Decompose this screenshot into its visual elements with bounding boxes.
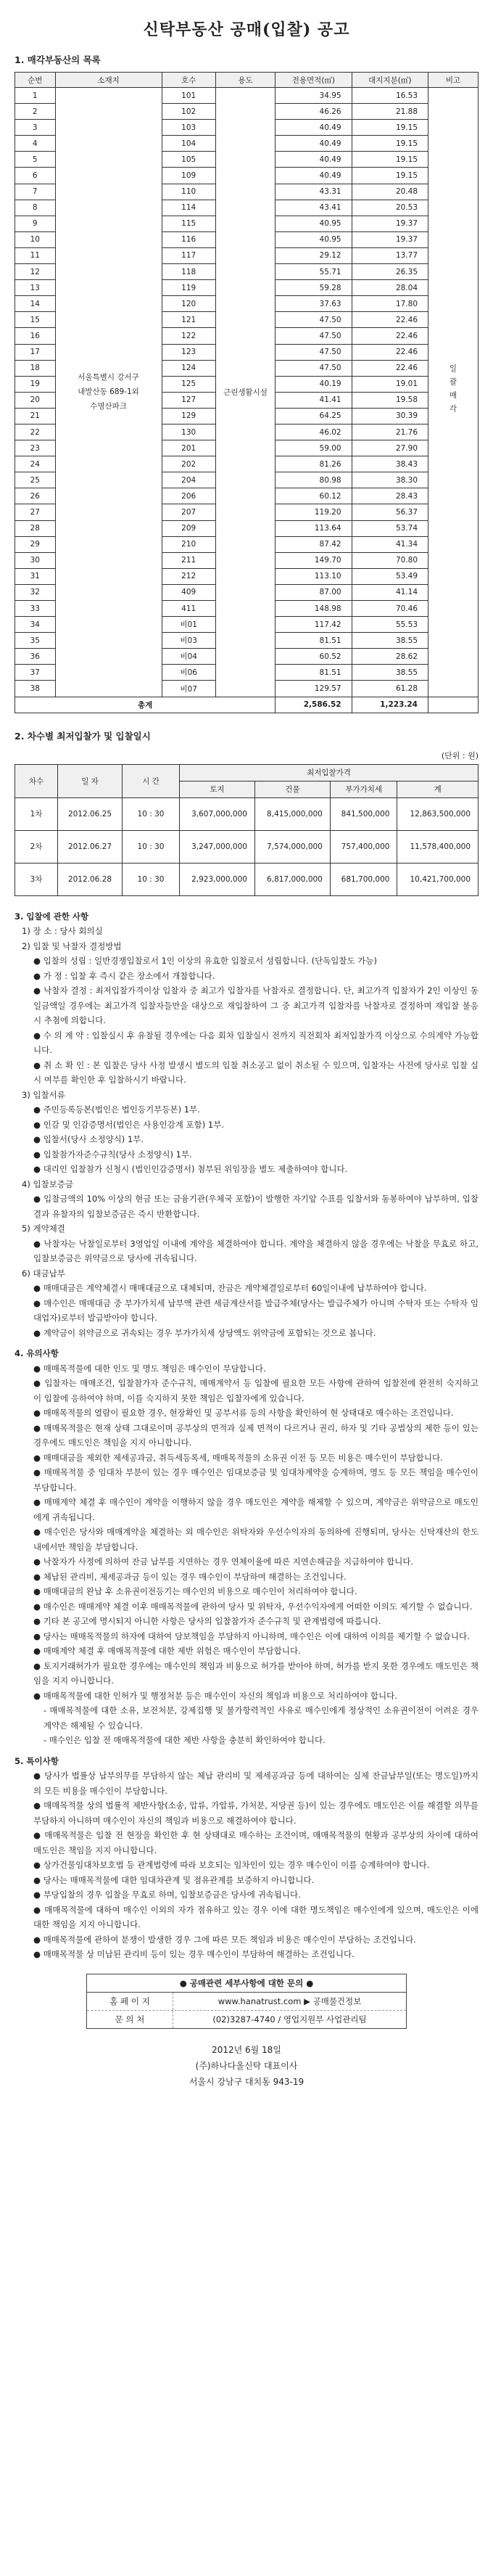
unit-no: 117 (162, 247, 215, 263)
area-value: 59.28 (276, 280, 352, 296)
notice-line: ● 매수인은 당사와 매매계약을 체결하는 외 매수인은 위탁자와 우선수익자의 동의하에 진행되며, 당사는 신탁재산의 한도내에서만 책임을 부담합니다. (33, 1527, 478, 1552)
notice-line: ● 입찰참가자준수규칙(당사 소정양식) 1부. (33, 1149, 192, 1160)
th-land: 대지지분(㎡) (352, 73, 428, 88)
notice-line: 5. 특이사항 (14, 1755, 59, 1766)
bid-date: 2012.06.25 (58, 797, 123, 830)
land-value: 20.48 (352, 184, 428, 200)
row-no: 4 (15, 136, 56, 152)
round: 2차 (15, 830, 58, 863)
notice-line: - 매매목적물에 대한 소유, 보전처분, 강제집행 및 불가항력적인 사유로 매수인에게 정상적인 소유권이전이 어려운 경우 계약은 해제될 수 있습니다. (44, 1705, 478, 1731)
row-no: 33 (15, 601, 56, 617)
land-value: 19.15 (352, 168, 428, 184)
footer-company: (주)하나다올신탁 대표이사 (195, 2060, 298, 2071)
total-label: 총계 (15, 697, 276, 713)
sum: 10,421,700,000 (397, 863, 478, 895)
notice-line: ● 낙찰자는 낙찰일로부터 3영업일 이내에 계약을 체결하여야 합니다. 계약을 체결하지 않을 경우에는 낙찰을 무효로 하고, 입찰보증금은 위약금으로 당사에 귀속됩니다. (33, 1238, 478, 1264)
building-price: 7,574,000,000 (254, 830, 330, 863)
row-no: 25 (15, 472, 56, 488)
land-value: 38.43 (352, 456, 428, 472)
notice-line: 4. 유의사항 (14, 1348, 59, 1359)
land-value: 22.46 (352, 312, 428, 328)
row-no: 32 (15, 584, 56, 600)
notice-line: ● 매수인은 매매계약 체결 이후 매매목적물에 관하여 당사 및 위탁자, 우선수익자에게 어떠한 이의도 제기할 수 없습니다. (33, 1601, 473, 1612)
row-no: 13 (15, 280, 56, 296)
area-value: 37.63 (276, 296, 352, 312)
area-value: 113.10 (276, 568, 352, 584)
land-value: 56.37 (352, 504, 428, 520)
area-value: 40.49 (276, 152, 352, 168)
notice-line: ● 매매대금의 완납 후 소유권이전등기는 매수인의 비용으로 매수인이 처리하여야 합니다. (33, 1586, 357, 1597)
unit-no: 비01 (162, 617, 215, 633)
area-value: 40.49 (276, 168, 352, 184)
bid-time: 10 : 30 (123, 797, 180, 830)
row-no: 24 (15, 456, 56, 472)
area-value: 40.49 (276, 136, 352, 152)
unit-no: 비07 (162, 681, 215, 697)
land-value: 22.46 (352, 360, 428, 376)
area-value: 47.50 (276, 360, 352, 376)
notice-line: ● 매매목적물은 입찰 전 현장을 확인한 후 현 상태대로 매수하는 조건이며, 매매목적물의 현황과 공부상의 차이에 대하여 매도인은 책임을 지지 아니합니다. (33, 1830, 478, 1855)
unit-no: 104 (162, 136, 215, 152)
unit-no: 211 (162, 552, 215, 568)
row-no: 16 (15, 328, 56, 344)
th-no: 순번 (15, 73, 56, 88)
bid-row (15, 863, 478, 895)
row-no: 14 (15, 296, 56, 312)
row-no: 36 (15, 649, 56, 665)
notice-line: 2) 입찰 및 낙찰자 결정방법 (22, 940, 122, 951)
row-no: 10 (15, 231, 56, 247)
notice-line: ● 매매목적물은 현재 상태 그대로이며 공부상의 면적과 실제 면적이 다르거나 권리, 하자 및 기타 공법상의 제한 등이 있는 경우에도 매도인은 책임을 지지 아니합니다. (33, 1422, 478, 1448)
unit-no: 116 (162, 231, 215, 247)
total-row (15, 697, 478, 713)
th-vat: 부가가치세 (330, 781, 397, 797)
contact-key: 홈 페 이 지 (87, 1993, 173, 2010)
th-round: 차수 (15, 764, 58, 797)
contact-row-homepage (87, 1993, 406, 2011)
th-time: 시 간 (123, 764, 180, 797)
land-value: 41.34 (352, 536, 428, 552)
property-table-header (15, 73, 478, 88)
notice-line: 5) 계약체결 (22, 1223, 65, 1234)
land-value: 22.46 (352, 328, 428, 344)
unit-no: 125 (162, 376, 215, 392)
vat: 841,500,000 (330, 797, 397, 830)
th-date: 일 자 (58, 764, 123, 797)
notice-line: 3) 입찰서류 (22, 1089, 65, 1100)
vat: 757,400,000 (330, 830, 397, 863)
row-no: 20 (15, 392, 56, 408)
land-value: 19.15 (352, 136, 428, 152)
land-value: 38.55 (352, 633, 428, 649)
notice-line: 6) 대금납부 (22, 1268, 65, 1279)
row-no: 29 (15, 536, 56, 552)
area-value: 113.64 (276, 520, 352, 536)
row-no: 35 (15, 633, 56, 649)
notice-line: 1) 장 소 : 당사 회의실 (22, 926, 103, 937)
land-price: 3,247,000,000 (180, 830, 255, 863)
unit-no: 209 (162, 520, 215, 536)
row-no: 7 (15, 184, 56, 200)
row-no: 30 (15, 552, 56, 568)
land-value: 19.37 (352, 216, 428, 231)
notice-line: ● 매매계약 체결 후 매수인이 계약을 이행하지 않을 경우 매도인은 계약을 해제할 수 있으며, 계약금은 위약금으로 매도인에게 귀속됩니다. (33, 1497, 478, 1522)
land-value: 61.28 (352, 681, 428, 697)
remark-cell (428, 88, 478, 697)
bid-date: 2012.06.28 (58, 863, 123, 895)
notice-line: - 매수인은 입찰 전 매매목적물에 대한 제반 사항을 충분히 확인하여야 합니다. (44, 1735, 326, 1746)
round: 1차 (15, 797, 58, 830)
unit-no: 114 (162, 200, 215, 216)
row-no: 27 (15, 504, 56, 520)
notice-line: ● 낙찰자가 사정에 의하여 잔금 납부를 지연하는 경우 연체이율에 따른 지연손해금을 지급하여야 합니다. (33, 1556, 414, 1567)
area-value: 148.98 (276, 601, 352, 617)
location-cell: 서울특별시 강서구 내발산동 689-1외 수명산파크 (55, 88, 162, 697)
notice-line: ● 상가건물임대차보호법 등 관계법령에 따라 보호되는 임차인이 있는 경우 매수인이 이를 승계하여야 합니다. (33, 1860, 430, 1871)
area-value: 47.50 (276, 312, 352, 328)
notice-line: ● 매매목적물에 관하여 분쟁이 발생한 경우 그에 따른 모든 책임과 비용은 매수인이 부담하는 조건입니다. (33, 1934, 416, 1945)
unit-no: 103 (162, 120, 215, 136)
notice-line: ● 당사는 매매목적물에 대한 임대차관계 및 점유관계를 보증하지 아니합니다. (33, 1874, 315, 1885)
unit-no: 411 (162, 601, 215, 617)
notice-line: ● 입찰자는 매매조건, 입찰참가자 준수규칙, 매매계약서 등 입찰에 필요한 모든 사항에 관하여 입찰전에 완전히 숙지하고 이 입찰에 응하여야 하며, 이를 숙지하지 못한 책임은 입찰자에게 있습니다. (33, 1378, 478, 1403)
unit-no: 110 (162, 184, 215, 200)
unit-no: 210 (162, 536, 215, 552)
sum: 12,863,500,000 (397, 797, 478, 830)
notice-line: ● 입찰서(당사 소정양식) 1부. (33, 1134, 144, 1145)
area-value: 47.50 (276, 344, 352, 360)
section1-heading: 1. 매각부동산의 목록 (14, 54, 101, 65)
row-no: 17 (15, 344, 56, 360)
unit-no: 101 (162, 88, 215, 104)
row-no: 23 (15, 440, 56, 456)
unit-no: 129 (162, 408, 215, 424)
row-no: 3 (15, 120, 56, 136)
th-usage: 용도 (215, 73, 275, 88)
th-unit: 호수 (162, 73, 215, 88)
land-value: 21.88 (352, 104, 428, 120)
area-value: 59.00 (276, 440, 352, 456)
th-land-price: 토지 (180, 781, 255, 797)
unit-no: 122 (162, 328, 215, 344)
total-land: 1,223.24 (352, 697, 428, 713)
row-no: 15 (15, 312, 56, 328)
unit-no: 비04 (162, 649, 215, 665)
notice-line: ● 매수인은 매매대금 중 부가가치세 납부액 관련 세금계산서를 발급주체(당사는 발급주체가 아니며 수탁자 또는 수탁자 임대업자)로부터 발급받아야 합니다. (33, 1297, 478, 1324)
unit-no: 109 (162, 168, 215, 184)
land-price: 3,607,000,000 (180, 797, 255, 830)
area-value: 40.19 (276, 376, 352, 392)
area-value: 47.50 (276, 328, 352, 344)
land-value: 28.43 (352, 488, 428, 504)
row-no: 37 (15, 665, 56, 681)
bid-row (15, 797, 478, 830)
unit-no: 202 (162, 456, 215, 472)
area-value: 43.41 (276, 200, 352, 216)
row-no: 6 (15, 168, 56, 184)
unit-no: 비03 (162, 633, 215, 649)
notice-line: ● 매매목적물 상 미납된 관리비 등이 있는 경우 매수인이 부담하여 해결하는 조건입니다. (33, 1949, 355, 1960)
unit-no: 102 (162, 104, 215, 120)
area-value: 149.70 (276, 552, 352, 568)
area-value: 41.41 (276, 392, 352, 408)
unit-no: 409 (162, 584, 215, 600)
notice-line: ● 대리인 입찰참가 신청시 (법인인감증명서) 첨부된 위임장을 별도 제출하여야 합니다. (33, 1164, 348, 1175)
usage-cell: 근린생활시설 (215, 88, 275, 697)
footer-address: 서울시 강남구 대치동 943-19 (188, 2076, 304, 2087)
area-value: 55.71 (276, 264, 352, 280)
row-no: 8 (15, 200, 56, 216)
th-location: 소재지 (55, 73, 162, 88)
area-value: 60.12 (276, 488, 352, 504)
notice-line: ● 낙찰자 결정 : 최저입찰가격이상 입찰자 중 최고가 입찰자를 낙찰자로 결정합니다. 단, 최고가격 입찰자가 2인 이상인 동일금액일 경우에는 최고가격 입찰자들만을 대상으로 재입찰하여 그 중 최고가격 입찰자를 낙찰자로 결정하며 재입찰 불응시 추첨에 의합니다. (33, 985, 478, 1026)
contact-heading: ● 공매관련 세부사항에 대한 문의 ● (87, 1974, 406, 1993)
land-value: 19.15 (352, 120, 428, 136)
notice-line: ● 주민등록등본(법인은 법인등기부등본) 1부. (33, 1104, 200, 1115)
bid-table (14, 764, 478, 896)
unit-no: 115 (162, 216, 215, 231)
contact-key: 문 의 처 (87, 2011, 173, 2028)
area-value: 40.95 (276, 231, 352, 247)
area-value: 64.25 (276, 408, 352, 424)
bid-time: 10 : 30 (123, 863, 180, 895)
notice-line: ● 취 소 확 인 : 본 입찰은 당사 사정 발생시 별도의 입찰 취소공고 없이 취소될 수 있으며, 입찰자는 사전에 당사로 입찰 실시 여부를 확인한 후 입찰하시기 바랍니다. (33, 1059, 478, 1086)
notice-line: ● 계약금이 위약금으로 귀속되는 경우 부가가치세 상당액도 위약금에 포함되는 것으로 봅니다. (33, 1327, 376, 1338)
notice-line: ● 매매목적물에 대한 인도 및 명도 책임은 매수인이 부담합니다. (33, 1363, 266, 1374)
row-no: 38 (15, 681, 56, 697)
footer (14, 2042, 478, 2090)
area-value: 129.57 (276, 681, 352, 697)
area-value: 46.02 (276, 424, 352, 440)
row-no: 22 (15, 424, 56, 440)
row-no: 34 (15, 617, 56, 633)
land-value: 19.15 (352, 152, 428, 168)
notice-line: ● 토지거래허가가 필요한 경우에는 매수인의 책임과 비용으로 허가를 받아야 하며, 허가를 받지 못한 경우에도 매도인은 책임을 지지 아니합니다. (33, 1660, 478, 1686)
land-value: 38.55 (352, 665, 428, 681)
land-value: 28.62 (352, 649, 428, 665)
bid-row (15, 830, 478, 863)
unit-no: 비06 (162, 665, 215, 681)
notice-line: ● 체납된 관리비, 제세공과금 등이 있는 경우 매수인이 부담하여 해결하는 조건입니다. (33, 1571, 347, 1582)
th-sum: 계 (397, 781, 478, 797)
property-table (14, 72, 478, 713)
area-value: 80.98 (276, 472, 352, 488)
area-value: 40.49 (276, 120, 352, 136)
land-value: 27.90 (352, 440, 428, 456)
row-no: 31 (15, 568, 56, 584)
area-value: 46.26 (276, 104, 352, 120)
area-value: 117.42 (276, 617, 352, 633)
unit-no: 207 (162, 504, 215, 520)
homepage-link[interactable]: www.hanatrust.com ▶ 공매물건정보 (218, 1995, 362, 2006)
notice-line: ● 입찰의 성립 : 일반경쟁입찰로서 1인 이상의 유효한 입찰로서 성립합니다. (단독입찰도 가능) (33, 956, 377, 967)
row-no: 5 (15, 152, 56, 168)
land-value: 70.80 (352, 552, 428, 568)
area-value: 60.52 (276, 649, 352, 665)
unit-label: (단위 : 원) (441, 750, 478, 760)
unit-no: 201 (162, 440, 215, 456)
land-price: 2,923,000,000 (180, 863, 255, 895)
row-no: 1 (15, 88, 56, 104)
remark-text: 일괄매각 (448, 364, 457, 418)
row-no: 2 (15, 104, 56, 120)
notice-body (14, 909, 478, 1962)
section2-heading: 2. 차수별 최저입찰가 및 입찰일시 (14, 730, 151, 742)
notice-line: ● 당사는 매매목적물의 하자에 대하여 담보책임을 부담하지 아니하며, 매수인은 이에 대하여 이의를 제기할 수 없습니다. (33, 1630, 470, 1641)
row-no: 19 (15, 376, 56, 392)
notice-line: ● 매매목적물에 대한 인허가 및 행정처분 등은 매수인이 자신의 책임과 비용으로 처리하여야 합니다. (33, 1690, 397, 1701)
sum: 11,578,400,000 (397, 830, 478, 863)
notice-line: ● 매매대금을 제외한 제세공과금, 취득세등록세, 매매목적물의 소유권 이전 등 모든 비용은 매수인이 부담합니다. (33, 1452, 443, 1463)
notice-line: 4) 입찰보증금 (22, 1178, 74, 1189)
contact-row-inquiry (87, 2011, 406, 2028)
land-value: 30.39 (352, 408, 428, 424)
th-price: 최저입찰가격 (180, 764, 478, 781)
area-value: 40.95 (276, 216, 352, 231)
th-building-price: 건물 (254, 781, 330, 797)
building-price: 8,415,000,000 (254, 797, 330, 830)
land-value: 19.37 (352, 231, 428, 247)
area-value: 87.42 (276, 536, 352, 552)
land-value: 53.49 (352, 568, 428, 584)
vat: 681,700,000 (330, 863, 397, 895)
land-value: 16.53 (352, 88, 428, 104)
notice-line: ● 입찰금액의 10% 이상의 현금 또는 금융기관(우체국 포함)이 발행한 자기앞 수표를 입찰서와 동봉하여야 납부하며, 입찰결과 유찰자의 입찰보증금은 즉시 반환합니다. (33, 1194, 478, 1219)
bid-time: 10 : 30 (123, 830, 180, 863)
row-no: 28 (15, 520, 56, 536)
area-value: 87.00 (276, 584, 352, 600)
notice-line: ● 수 의 계 약 : 입찰실시 후 유찰될 경우에는 다음 회차 입찰실시 전까지 직전회차 최저입찰가격 이상으로 수의계약 가능합니다. (33, 1030, 478, 1056)
unit-no: 121 (162, 312, 215, 328)
page-title: 신탁부동산 공매(입찰) 공고 (143, 20, 350, 39)
unit-no: 123 (162, 344, 215, 360)
area-value: 81.51 (276, 633, 352, 649)
notice-line: ● 매매목적물에 대하여 매수인 이외의 자가 점유하고 있는 경우 이에 대한 명도책임은 매수인에게 있으며, 매도인은 이에 대한 책임을 지지 아니합니다. (33, 1904, 478, 1930)
footer-date: 2012년 6월 18일 (212, 2044, 281, 2055)
land-value: 17.80 (352, 296, 428, 312)
notice-line: ● 매매목적물 중 임대차 부분이 있는 경우 매수인은 임대보증금 및 임대차계약을 승계하며, 명도 등 모든 책임을 매수인이 부담합니다. (33, 1467, 478, 1493)
unit-no: 206 (162, 488, 215, 504)
land-value: 28.04 (352, 280, 428, 296)
row-no: 26 (15, 488, 56, 504)
area-value: 81.51 (276, 665, 352, 681)
contact-box (86, 1974, 407, 2029)
land-value: 70.46 (352, 601, 428, 617)
area-value: 81.26 (276, 456, 352, 472)
bid-date: 2012.06.27 (58, 830, 123, 863)
notice-line: 3. 입찰에 관한 사항 (14, 911, 89, 922)
table-row (15, 88, 478, 104)
area-value: 34.95 (276, 88, 352, 104)
row-no: 11 (15, 247, 56, 263)
unit-no: 130 (162, 424, 215, 440)
land-value: 21.76 (352, 424, 428, 440)
unit-no: 124 (162, 360, 215, 376)
row-no: 18 (15, 360, 56, 376)
unit-no: 127 (162, 392, 215, 408)
land-value: 19.58 (352, 392, 428, 408)
notice-line: ● 부당입찰의 경우 입찰을 무효로 하며, 입찰보증금은 당사에 귀속됩니다. (33, 1890, 301, 1900)
land-value: 53.74 (352, 520, 428, 536)
th-remark: 비고 (428, 73, 478, 88)
notice-page (14, 0, 478, 2090)
notice-line: ● 매매목적물의 열람이 필요한 경우, 현장확인 및 공부서류 등의 사항을 확인하여 현 상태대로 매수하는 조건입니다. (33, 1408, 454, 1419)
th-area: 전용면적(㎡) (276, 73, 352, 88)
land-value: 55.53 (352, 617, 428, 633)
round: 3차 (15, 863, 58, 895)
area-value: 29.12 (276, 247, 352, 263)
total-area: 2,586.52 (276, 697, 352, 713)
unit-no: 119 (162, 280, 215, 296)
unit-no: 118 (162, 264, 215, 280)
notice-line: ● 매매대금은 계약체결시 매매대금으로 대체되며, 잔금은 계약체결일로부터 60일이내에 납부하여야 합니다. (33, 1283, 427, 1294)
row-no: 21 (15, 408, 56, 424)
row-no: 9 (15, 216, 56, 231)
land-value: 26.35 (352, 264, 428, 280)
unit-no: 212 (162, 568, 215, 584)
area-value: 43.31 (276, 184, 352, 200)
unit-no: 120 (162, 296, 215, 312)
unit-no: 105 (162, 152, 215, 168)
row-no: 12 (15, 264, 56, 280)
land-value: 19.01 (352, 376, 428, 392)
notice-line: ● 가 정 : 입찰 후 즉시 같은 장소에서 개찰합니다. (33, 970, 215, 981)
notice-line: ● 매매계약 체결 후 매매목적물에 대한 제반 위험은 매수인이 부담합니다. (33, 1646, 301, 1657)
land-value: 22.46 (352, 344, 428, 360)
notice-line: ● 매매목적물 상의 법률적 제반사항(소송, 압류, 가압류, 가처분, 저당권 등)이 있는 경우에도 매도인은 이를 해결할 의무를 부담하지 아니하며 매수인이 자신의 책임과 비용으로 해결하여야 합니다. (33, 1800, 478, 1826)
area-value: 119.20 (276, 504, 352, 520)
notice-line: ● 인감 및 인감증명서(법인은 사용인감계 포함) 1부. (33, 1119, 224, 1130)
land-value: 13.77 (352, 247, 428, 263)
notice-line: ● 당사가 법률상 납부의무를 부담하지 않는 체납 관리비 및 제세공과금 등에 대하여는 실제 잔금납부일(또는 명도일)까지의 모든 비용을 매수인이 부담합니다. (33, 1771, 478, 1796)
land-value: 20.53 (352, 200, 428, 216)
inquiry-phone: (02)3287-4740 / 영업지원부 사업관리팀 (212, 2014, 367, 2025)
unit-no: 204 (162, 472, 215, 488)
building-price: 6,817,000,000 (254, 863, 330, 895)
notice-line: ● 기타 본 공고에 명시되지 아니한 사항은 당사의 입찰참가자 준수규칙 및 관계법령에 따릅니다. (33, 1616, 381, 1627)
land-value: 41.14 (352, 584, 428, 600)
land-value: 38.30 (352, 472, 428, 488)
